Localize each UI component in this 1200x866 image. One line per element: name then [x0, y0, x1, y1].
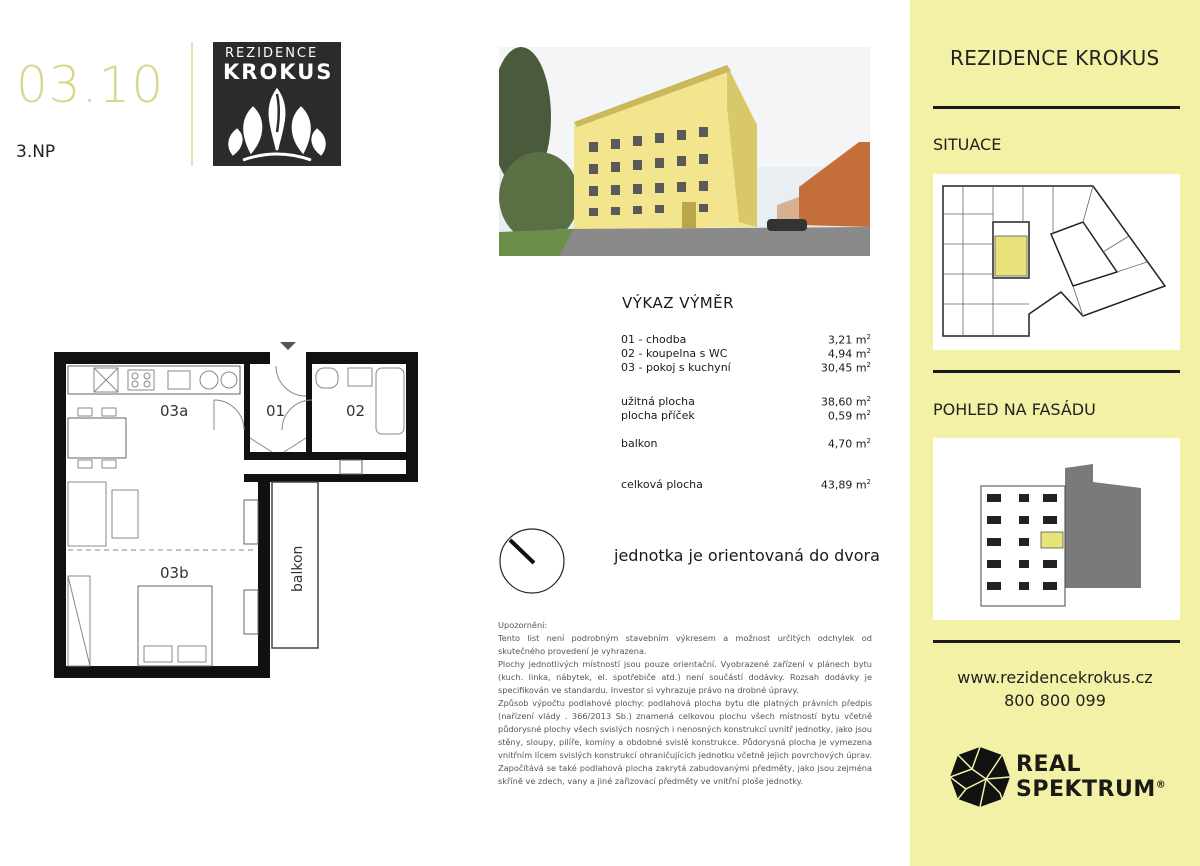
unit-number: 03.10 [16, 56, 165, 114]
area-row-celkova [621, 478, 871, 492]
area-row-pricek [621, 409, 871, 423]
area-value: 3,21 $m^2$ [827, 333, 871, 347]
area-label: užitná plocha [621, 395, 695, 408]
area-label: celková plocha [621, 478, 703, 491]
header-divider [191, 42, 193, 166]
logo-line2: KROKUS [223, 60, 334, 84]
room-label-01: 01 [266, 402, 286, 420]
area-value: 0,59 $m^2$ [827, 409, 871, 423]
area-row-balkon [621, 437, 871, 451]
room-label-balkon: balkon [290, 545, 306, 592]
area-row-02 [621, 347, 871, 361]
fasada-label: POHLED NA FASÁDU [933, 400, 1096, 419]
orientation-text: jednotka je orientovaná do dvora [614, 546, 880, 565]
room-label-03b: 03b [160, 564, 189, 582]
notice-block [498, 619, 872, 788]
notice-heading: Upozornění: [498, 620, 548, 630]
notice-paragraph: Plochy jednotlivých místností jsou pouze orientační. Vyobrazené zařízení v plánech bytu (kuch. linka, nábytek, el. spotřebiče atd.) není součástí dodávky. Rozsah dodávky je specifikován ve standardu. Investor si vyhrazuje právo na drobné úpravy. [498, 659, 872, 695]
area-value: 38,60 $m^2$ [820, 395, 871, 409]
area-label: plocha příček [621, 409, 695, 422]
crocus-flower-icon [223, 80, 331, 162]
area-label: 02 - koupelna s WC [621, 347, 728, 360]
area-row-03 [621, 361, 871, 375]
area-row-uzitna [621, 395, 871, 409]
brand-spektrum: SPEKTRUM® [1016, 777, 1167, 802]
floor-plan [54, 340, 430, 680]
situace-label: SITUACE [933, 135, 1002, 154]
phone-number[interactable]: 800 800 099 [1004, 691, 1106, 710]
area-label: balkon [621, 437, 658, 450]
notice-paragraph: Započítává se také podlahová plocha zakrytá zabudovanými předměty, jako jsou zejména skříně ve zdech, vany a jiné zařizovací předměty ve vnitřní ploše jednotky. [498, 763, 872, 786]
area-value: 4,94 $m^2$ [827, 347, 871, 361]
area-value: 30,45 $m^2$ [820, 361, 871, 375]
sidebar-title: REZIDENCE KROKUS [950, 46, 1160, 70]
sidebar-divider [933, 640, 1180, 643]
area-label: 03 - pokoj s kuchyní [621, 361, 731, 374]
area-value: 43,89 $m^2$ [820, 478, 871, 492]
area-label: 01 - chodba [621, 333, 687, 346]
logo-line1: REZIDENCE [225, 46, 319, 61]
notice-paragraph: Tento list není podrobným stavebním výkresem a možnost určitých odchylek od skutečného provedení je vyhrazena. [498, 633, 872, 656]
sidebar [910, 0, 1200, 866]
situace-plan [933, 174, 1180, 350]
area-row-01 [621, 333, 871, 347]
sidebar-divider [933, 106, 1180, 109]
fasada-view [933, 438, 1180, 620]
room-label-02: 02 [346, 402, 366, 420]
vykaz-title: VÝKAZ VÝMĚR [622, 294, 735, 312]
sidebar-divider [933, 370, 1180, 373]
brand-real: REAL [1016, 752, 1082, 777]
compass-icon [498, 527, 566, 595]
floor-label: 3.NP [16, 142, 56, 162]
website-link[interactable]: www.rezidencekrokus.cz [957, 668, 1153, 687]
area-value: 4,70 $m^2$ [827, 437, 871, 451]
notice-paragraph: Způsob výpočtu podlahové plochy: podlahová plocha bytu dle platných právních předpis (nařízení vlády . 366/2013 Sb.) znamená celkovou plochu všech místností bytu včetně půdorysné plochy všech svislých nosných i nenosných konstrukcí uvnitř jednotky, jako jsou stěny, sloupy, pilíře, komíny a obdobné svislé konstrukce. Půdorysná plocha je vymezena vnitřním lícem svislých konstrukcí ohraničujících jednotku včetně jejich povrchových úprav. [498, 698, 872, 760]
rezidence-krokus-logo [213, 42, 341, 166]
building-photo [499, 47, 870, 256]
room-label-03a: 03a [160, 402, 189, 420]
